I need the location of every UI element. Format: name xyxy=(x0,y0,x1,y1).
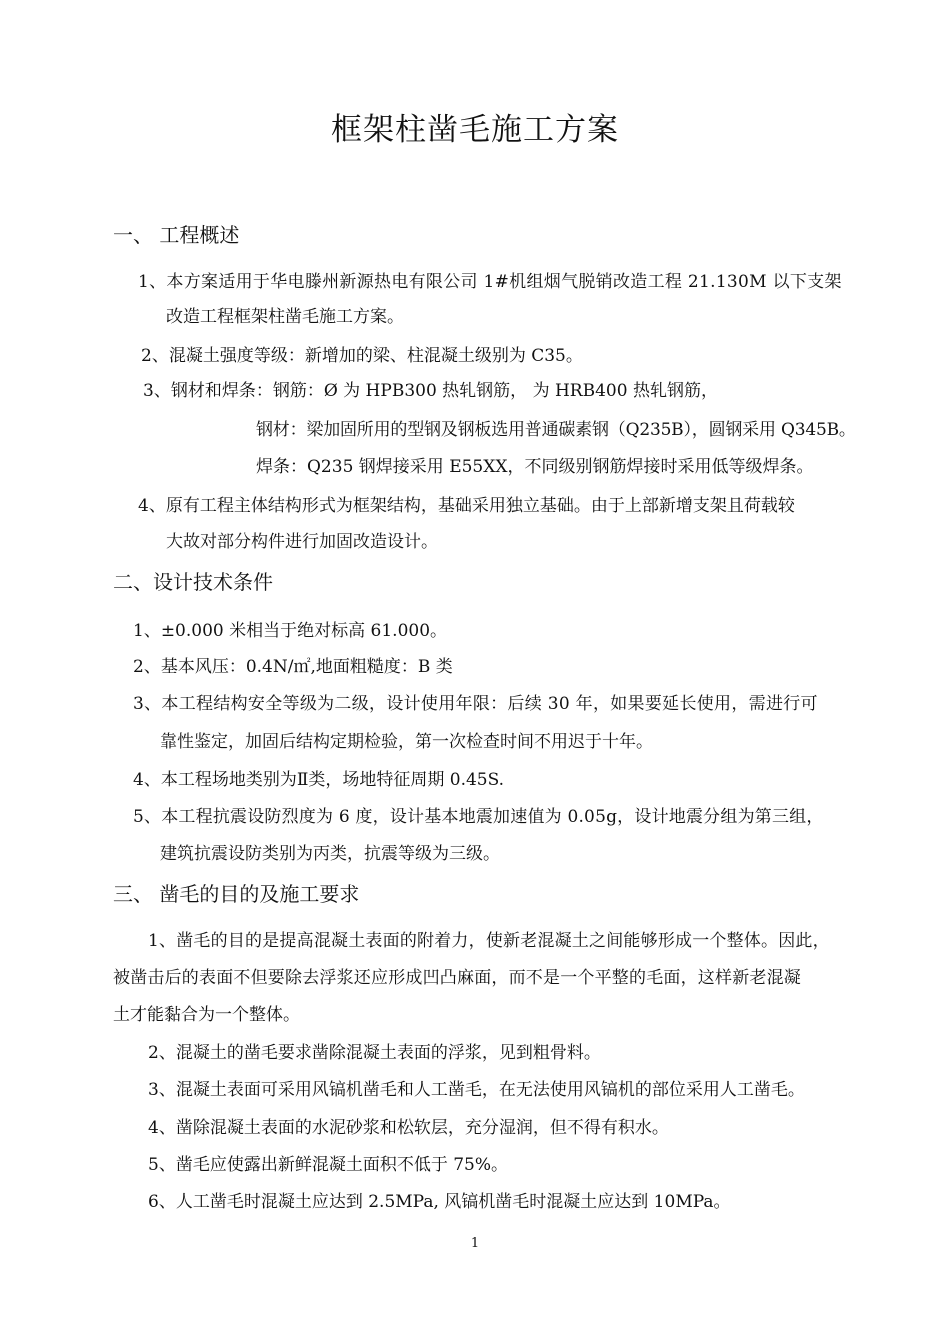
paragraph-line: 6、人工凿毛时混凝土应达到 2.5MPa, 风镐机凿毛时混凝土应达到 10MPa。 xyxy=(148,1192,731,1212)
paragraph-line: 3、本工程结构安全等级为二级，设计使用年限：后续 30 年，如果要延长使用，需进行可 xyxy=(133,694,818,714)
paragraph-line: 大故对部分构件进行加固改造设计。 xyxy=(166,532,438,552)
paragraph-line: 4、原有工程主体结构形式为框架结构，基础采用独立基础。由于上部新增支架且荷载较 xyxy=(138,496,795,516)
paragraph-line: 1、±0.000 米相当于绝对标高 61.000。 xyxy=(133,621,448,641)
paragraph-line: 5、凿毛应使露出新鲜混凝土面积不低于 75%。 xyxy=(148,1155,509,1175)
paragraph-line: 土才能黏合为一个整体。 xyxy=(113,1005,300,1025)
paragraph-line: 2、混凝土强度等级：新增加的梁、柱混凝土级别为 C35。 xyxy=(141,346,583,366)
paragraph-line: 1、本方案适用于华电滕州新源热电有限公司 1#机组烟气脱销改造工程 21.130M 以下支架 xyxy=(138,272,842,292)
paragraph-line: 5、本工程抗震设防烈度为 6 度，设计基本地震加速值为 0.05g，设计地震分组为第三组， xyxy=(133,807,824,827)
section-heading-2: 二、设计技术条件 xyxy=(113,570,273,594)
document-title: 框架柱凿毛施工方案 xyxy=(331,112,619,148)
paragraph-line: 焊条：Q235 钢焊接采用 E55XX，不同级别钢筋焊接时采用低等级焊条。 xyxy=(256,457,814,477)
paragraph-line: 4、本工程场地类别为Ⅱ类，场地特征周期 0.45S. xyxy=(133,770,505,790)
paragraph-line: 4、凿除混凝土表面的水泥砂浆和松软层，充分湿润，但不得有积水。 xyxy=(148,1118,669,1138)
paragraph-line: 靠性鉴定，加固后结构定期检验，第一次检查时间不用迟于十年。 xyxy=(160,732,653,752)
section-heading-1: 一、 工程概述 xyxy=(113,223,240,247)
paragraph-line: 钢材：梁加固所用的型钢及钢板选用普通碳素钢（Q235B），圆钢采用 Q345B。 xyxy=(256,420,856,440)
paragraph-line: 2、基本风压：0.4N/㎡,地面粗糙度：B 类 xyxy=(133,657,453,677)
paragraph-line: 3、混凝土表面可采用风镐机凿毛和人工凿毛，在无法使用风镐机的部位采用人工凿毛。 xyxy=(148,1080,805,1100)
page-number: 1 xyxy=(470,1236,480,1251)
section-heading-3: 三、 凿毛的目的及施工要求 xyxy=(113,882,360,906)
paragraph-line: 3、钢材和焊条：钢筋：Ø 为 HPB300 热轧钢筋， 为 HRB400 热轧钢筋， xyxy=(143,381,718,401)
paragraph-line: 改造工程框架柱凿毛施工方案。 xyxy=(166,307,404,327)
paragraph-line: 2、混凝土的凿毛要求凿除混凝土表面的浮浆，见到粗骨料。 xyxy=(148,1043,601,1063)
paragraph-line: 被凿击后的表面不但要除去浮浆还应形成凹凸麻面，而不是一个平整的毛面，这样新老混凝 xyxy=(113,968,801,988)
paragraph-line: 1、凿毛的目的是提高混凝土表面的附着力，使新老混凝土之间能够形成一个整体。因此， xyxy=(148,931,830,951)
paragraph-line: 建筑抗震设防类别为丙类，抗震等级为三级。 xyxy=(160,844,500,864)
